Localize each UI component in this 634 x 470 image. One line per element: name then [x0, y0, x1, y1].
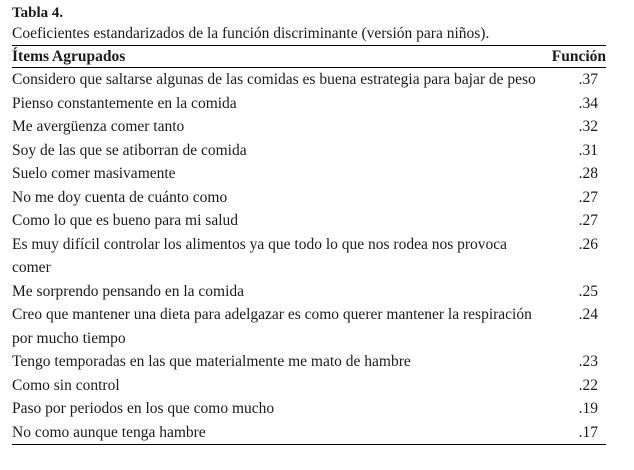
- row-item-text: Soy de las que se atiborran de comida: [12, 141, 247, 159]
- table-caption: Coeficientes estandarizados de la función discriminante (versión para niños).: [12, 25, 490, 42]
- row-function-value: .17: [546, 421, 606, 445]
- table-row: [12, 162, 606, 186]
- row-item-text: No como aunque tenga hambre: [12, 421, 546, 445]
- header-items: Ítems Agrupados: [12, 46, 546, 68]
- row-item-text: Suelo comer masivamente: [12, 165, 176, 182]
- table-label: Tabla 4.: [12, 5, 64, 21]
- row-function-value: .27: [578, 188, 598, 206]
- row-item-text: Paso por periodos en los que como mucho: [12, 400, 275, 417]
- table-row: [12, 209, 606, 233]
- row-item-text: Como sin control: [12, 376, 120, 394]
- row-function-value: .22: [578, 376, 598, 394]
- row-item-text: Pienso constantemente en la comida: [12, 94, 237, 112]
- row-item-text: Es muy difícil controlar los alimentos ya que todo lo que nos rodea nos provoca comer: [12, 235, 508, 276]
- row-item-text: Tengo temporadas en las que materialmente me mato de hambre: [12, 353, 411, 370]
- row-function-value: .27: [578, 212, 598, 229]
- table-row: [12, 421, 606, 445]
- row-function-value: .32: [578, 118, 598, 135]
- row-function-value: .23: [578, 353, 598, 370]
- table-header-row: [12, 46, 606, 68]
- header-value: Función: [546, 46, 606, 68]
- row-item-text: Considero que saltarse algunas de las comidas es buena estrategia para bajar de peso: [12, 71, 536, 88]
- document-page: [12, 4, 606, 445]
- table-row: [12, 303, 606, 350]
- table-row: [12, 139, 606, 163]
- table-row: [12, 186, 606, 210]
- table-row: [12, 397, 606, 421]
- row-function-value: .26: [578, 235, 598, 253]
- row-item-text: Creo que mantener una dieta para adelgazar es como querer mantener la respiración por mucho tiempo: [12, 306, 532, 347]
- table-row: [12, 374, 606, 398]
- row-function-value: .25: [578, 282, 598, 300]
- discriminant-coefficients-table: [12, 45, 606, 445]
- row-function-value: .37: [578, 71, 598, 88]
- row-function-value: .31: [578, 141, 598, 159]
- row-item-text: Me avergüenza comer tanto: [12, 118, 185, 135]
- table-row: [12, 233, 606, 280]
- table-row: [12, 350, 606, 374]
- row-function-value: .34: [578, 94, 598, 112]
- row-item-text: Como lo que es bueno para mi salud: [12, 212, 238, 229]
- table-row: [12, 92, 606, 116]
- row-item-text: Me sorprendo pensando en la comida: [12, 282, 245, 300]
- row-item-text: No me doy cuenta de cuánto como: [12, 188, 228, 206]
- row-function-value: .28: [578, 165, 598, 182]
- row-function-value: .19: [578, 400, 598, 417]
- table-row: [12, 115, 606, 139]
- row-function-value: .24: [578, 306, 598, 323]
- table-row: [12, 68, 606, 92]
- table-row: [12, 280, 606, 304]
